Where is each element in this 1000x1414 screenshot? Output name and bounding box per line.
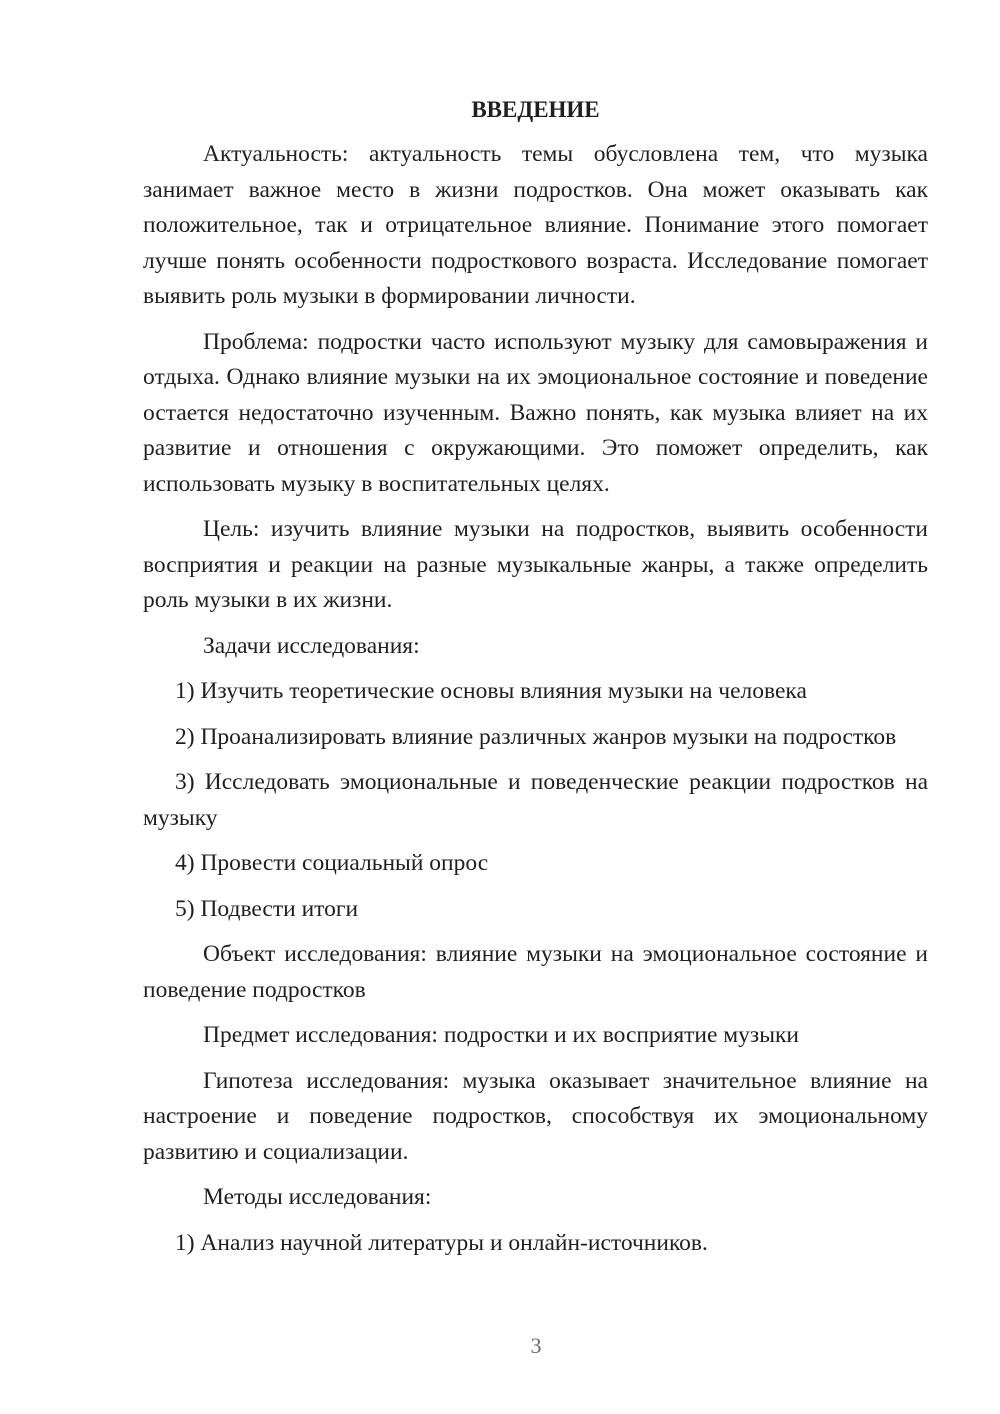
problem-paragraph: Проблема: подростки часто используют музыку для самовыражения и отдыха. Однако влияние музыки на их эмоциональное состояние и поведение остается недостаточно изученным. Важно понять, как музыка влияет на их развитие и отношения с окружающими. Это поможет определить, как использовать музыку в воспитательных целях. — [143, 328, 928, 497]
task-item-5: 5) Подвести итоги — [175, 895, 359, 922]
task-item-4: 4) Провести социальный опрос — [175, 850, 489, 876]
object-paragraph: Объект исследования: влияние музыки на эмоциональное состояние и поведение подростков — [143, 941, 928, 1003]
subject-paragraph: Предмет исследования: подростки и их восприятие музыки — [203, 1022, 799, 1048]
method-item-1: 1) Анализ научной литературы и онлайн-источников. — [175, 1229, 708, 1256]
task-item-3: 3) Исследовать эмоциональные и поведенческие реакции подростков на музыку — [143, 769, 928, 831]
relevance-paragraph: Актуальность: актуальность темы обусловлена тем, что музыка занимает важное место в жизни подростков. Она может оказывать как положительное, так и отрицательное влияние. Понимание этого помогает лучше понять особенности подросткового возраста. Исследование помогает выявить роль музыки в формировании личности. — [143, 141, 928, 309]
hypothesis-paragraph: Гипотеза исследования: музыка оказывает значительное влияние на настроение и поведение подростков, способствуя их эмоциональному развитию и социализации. — [143, 1067, 928, 1165]
methods-title: Методы исследования: — [203, 1184, 432, 1210]
document-page — [143, 95, 928, 1271]
tasks-title: Задачи исследования: — [203, 632, 420, 659]
page-number: 3 — [530, 1333, 542, 1358]
goal-paragraph: Цель: изучить влияние музыки на подростков, выявить особенности восприятия и реакции на разные музыкальные жанры, а также определить роль музыки в их жизни. — [143, 516, 928, 613]
section-heading: ВВЕДЕНИЕ — [471, 97, 600, 122]
task-item-1: 1) Изучить теоретические основы влияния музыки на человека — [175, 678, 807, 704]
task-item-2: 2) Проанализировать влияние различных жанров музыки на подростков — [175, 723, 897, 750]
